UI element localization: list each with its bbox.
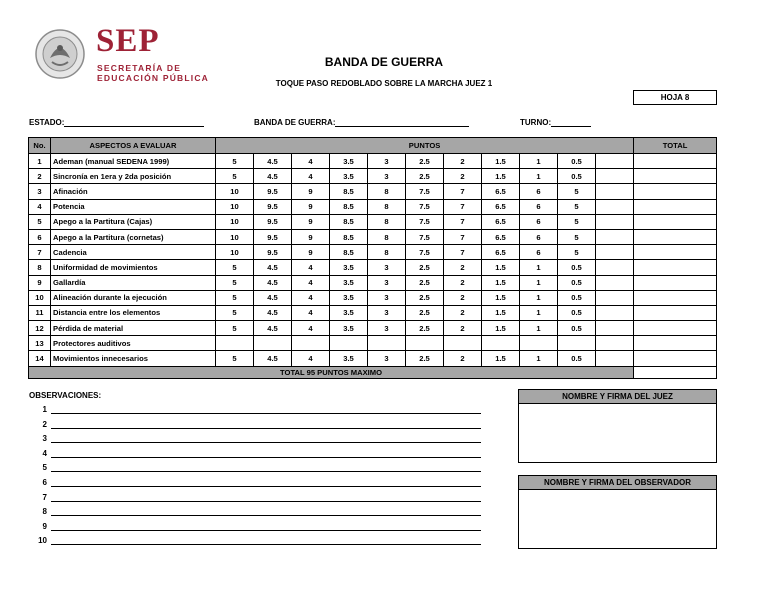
- points-cell[interactable]: 9: [292, 184, 330, 199]
- points-cell[interactable]: 0.5: [558, 321, 596, 336]
- aspect-cell: Apego a la Partitura (cornetas): [51, 229, 216, 244]
- points-cell[interactable]: 7: [444, 245, 482, 260]
- points-cell[interactable]: 2.5: [406, 321, 444, 336]
- observation-underline[interactable]: [51, 507, 481, 516]
- points-cell[interactable]: 4: [292, 260, 330, 275]
- total-cell[interactable]: [634, 199, 717, 214]
- points-cell[interactable]: 6.5: [482, 245, 520, 260]
- total-cell[interactable]: [634, 321, 717, 336]
- table-row: [29, 184, 717, 199]
- points-blank-cell[interactable]: [596, 351, 634, 366]
- points-cell[interactable]: 4: [292, 154, 330, 169]
- table-row: [29, 275, 717, 290]
- points-cell[interactable]: 6.5: [482, 184, 520, 199]
- points-cell[interactable]: 5: [216, 351, 254, 366]
- table-row: [29, 290, 717, 305]
- sep-logo-line2: EDUCACIÓN PÚBLICA: [97, 73, 210, 83]
- points-cell[interactable]: 2.5: [406, 290, 444, 305]
- table-row: [29, 154, 717, 169]
- observation-line[interactable]: [29, 420, 489, 430]
- points-cell[interactable]: [368, 336, 406, 351]
- points-cell[interactable]: [330, 336, 368, 351]
- points-cell[interactable]: 4.5: [254, 305, 292, 320]
- observation-line[interactable]: [29, 536, 489, 546]
- points-blank-cell[interactable]: [596, 169, 634, 184]
- row-number: 9: [29, 275, 51, 290]
- points-blank-cell[interactable]: [596, 305, 634, 320]
- points-cell[interactable]: 7.5: [406, 214, 444, 229]
- points-cell[interactable]: 7.5: [406, 245, 444, 260]
- points-cell[interactable]: 3.5: [330, 321, 368, 336]
- points-cell[interactable]: 4.5: [254, 321, 292, 336]
- points-blank-cell[interactable]: [596, 275, 634, 290]
- row-number: 3: [29, 184, 51, 199]
- points-cell[interactable]: 6.5: [482, 199, 520, 214]
- points-cell[interactable]: 0.5: [558, 260, 596, 275]
- aspect-cell: Pérdida de material: [51, 321, 216, 336]
- points-cell[interactable]: 4: [292, 169, 330, 184]
- points-cell[interactable]: 4.5: [254, 290, 292, 305]
- points-cell[interactable]: 8: [368, 184, 406, 199]
- points-cell[interactable]: 1: [520, 351, 558, 366]
- points-cell[interactable]: 6.5: [482, 214, 520, 229]
- aspect-cell: Potencia: [51, 199, 216, 214]
- points-cell[interactable]: 3: [368, 275, 406, 290]
- banda-label: BANDA DE GUERRA:: [254, 118, 336, 127]
- points-blank-cell[interactable]: [596, 321, 634, 336]
- row-number: 13: [29, 336, 51, 351]
- points-cell[interactable]: 0.5: [558, 290, 596, 305]
- row-number: 7: [29, 245, 51, 260]
- points-cell[interactable]: 3.5: [330, 260, 368, 275]
- aspect-cell: Gallardía: [51, 275, 216, 290]
- points-cell[interactable]: [444, 336, 482, 351]
- banda-field[interactable]: [254, 117, 469, 127]
- points-cell[interactable]: 7.5: [406, 199, 444, 214]
- estado-field[interactable]: [29, 117, 204, 127]
- observation-line[interactable]: [29, 405, 489, 415]
- points-cell[interactable]: 0.5: [558, 169, 596, 184]
- observation-underline[interactable]: [51, 536, 481, 545]
- observation-line[interactable]: [29, 493, 489, 503]
- points-cell[interactable]: 8.5: [330, 245, 368, 260]
- points-cell[interactable]: 9.5: [254, 184, 292, 199]
- points-cell[interactable]: 7.5: [406, 184, 444, 199]
- judge-signature-label: NOMBRE Y FIRMA DEL JUEZ: [519, 390, 716, 404]
- points-cell[interactable]: 9.5: [254, 245, 292, 260]
- observation-underline[interactable]: [51, 434, 481, 443]
- points-cell[interactable]: 5: [216, 275, 254, 290]
- score-table: [28, 137, 717, 379]
- points-blank-cell[interactable]: [596, 229, 634, 244]
- observation-underline[interactable]: [51, 420, 481, 429]
- points-cell[interactable]: 9: [292, 214, 330, 229]
- observation-number: 1: [42, 405, 47, 414]
- total-cell[interactable]: [634, 214, 717, 229]
- observation-line[interactable]: [29, 449, 489, 459]
- points-cell[interactable]: 4.5: [254, 154, 292, 169]
- judge-signature-box[interactable]: [518, 389, 717, 463]
- points-cell[interactable]: 6: [520, 214, 558, 229]
- observation-line[interactable]: [29, 478, 489, 488]
- points-cell[interactable]: 1.5: [482, 275, 520, 290]
- points-cell[interactable]: 1: [520, 290, 558, 305]
- total-cell[interactable]: [634, 229, 717, 244]
- points-cell[interactable]: 3: [368, 169, 406, 184]
- points-cell[interactable]: 10: [216, 199, 254, 214]
- total-cell[interactable]: [634, 275, 717, 290]
- aspect-cell: Cadencia: [51, 245, 216, 260]
- total-cell[interactable]: [634, 305, 717, 320]
- points-cell[interactable]: 8.5: [330, 199, 368, 214]
- document-title-text: BANDA DE GUERRA: [324, 55, 444, 69]
- points-cell[interactable]: 4: [292, 290, 330, 305]
- table-row: [29, 214, 717, 229]
- header-aspect: ASPECTOS A EVALUAR: [51, 138, 216, 154]
- observation-number: 2: [42, 419, 47, 429]
- points-cell[interactable]: 1.5: [482, 169, 520, 184]
- points-cell[interactable]: 2.5: [406, 260, 444, 275]
- observation-number: 8: [42, 507, 47, 517]
- points-cell[interactable]: 8.5: [330, 229, 368, 244]
- aspect-cell: Afinación: [51, 184, 216, 199]
- observation-underline[interactable]: [51, 449, 481, 458]
- points-cell[interactable]: 4.5: [254, 275, 292, 290]
- table-row: [29, 305, 717, 320]
- points-cell[interactable]: 3: [368, 351, 406, 366]
- total-cell[interactable]: [634, 290, 717, 305]
- points-cell[interactable]: 6: [520, 245, 558, 260]
- points-cell[interactable]: 10: [216, 214, 254, 229]
- observation-number: 4: [42, 448, 47, 458]
- total-cell[interactable]: [634, 336, 717, 351]
- observation-line[interactable]: [29, 463, 489, 473]
- points-cell[interactable]: 0.5: [558, 275, 596, 290]
- points-cell[interactable]: 6: [520, 184, 558, 199]
- aspect-cell: Uniformidad de movimientos: [51, 260, 216, 275]
- aspect-cell: Movimientos innecesarios: [51, 351, 216, 366]
- points-cell[interactable]: 3.5: [330, 351, 368, 366]
- aspect-cell: Ademan (manual SEDENA 1999): [51, 154, 216, 169]
- aspect-cell: Alineación durante la ejecución: [51, 290, 216, 305]
- observer-signature-label: NOMBRE Y FIRMA DEL OBSERVADOR: [519, 476, 716, 490]
- aspect-cell: Protectores auditivos: [51, 336, 216, 351]
- points-cell[interactable]: 0.5: [558, 154, 596, 169]
- observations-label: OBSERVACIONES:: [29, 391, 102, 400]
- row-number: 10: [29, 290, 51, 305]
- estado-label: ESTADO:: [29, 118, 65, 127]
- points-blank-cell[interactable]: [596, 199, 634, 214]
- header-points: PUNTOS: [216, 138, 634, 154]
- row-number: 1: [29, 154, 51, 169]
- points-cell[interactable]: 7: [444, 229, 482, 244]
- points-cell[interactable]: 6: [520, 229, 558, 244]
- points-cell[interactable]: 4: [292, 351, 330, 366]
- total-cell[interactable]: [634, 260, 717, 275]
- points-cell[interactable]: 1: [520, 260, 558, 275]
- points-cell[interactable]: 1: [520, 321, 558, 336]
- sep-logo-text: SEP: [96, 23, 160, 59]
- points-cell[interactable]: 4.5: [254, 351, 292, 366]
- points-cell[interactable]: 3.5: [330, 154, 368, 169]
- points-cell[interactable]: 2: [444, 305, 482, 320]
- observation-underline[interactable]: [51, 405, 481, 414]
- points-cell[interactable]: 0.5: [558, 305, 596, 320]
- row-number: 4: [29, 199, 51, 214]
- points-cell[interactable]: 1.5: [482, 305, 520, 320]
- row-number: 6: [29, 229, 51, 244]
- points-cell[interactable]: 3.5: [330, 290, 368, 305]
- points-blank-cell[interactable]: [596, 260, 634, 275]
- points-cell[interactable]: 7.5: [406, 229, 444, 244]
- header-no: No.: [29, 138, 51, 154]
- observation-number: 6: [42, 478, 47, 487]
- points-cell[interactable]: 1.5: [482, 351, 520, 366]
- points-cell[interactable]: 9: [292, 245, 330, 260]
- table-row: [29, 260, 717, 275]
- observation-underline[interactable]: [51, 463, 481, 472]
- points-cell[interactable]: 7: [444, 184, 482, 199]
- points-cell[interactable]: 7: [444, 199, 482, 214]
- observation-line[interactable]: [29, 522, 489, 532]
- row-number: 8: [29, 260, 51, 275]
- points-cell[interactable]: 2: [444, 275, 482, 290]
- table-footer-row: [29, 366, 717, 378]
- points-cell[interactable]: 4: [292, 305, 330, 320]
- points-cell[interactable]: 9: [292, 229, 330, 244]
- points-cell[interactable]: 1.5: [482, 154, 520, 169]
- points-cell[interactable]: 1: [520, 169, 558, 184]
- row-number: 12: [29, 321, 51, 336]
- sheet-number: HOJA 8: [633, 90, 717, 105]
- table-row: [29, 351, 717, 366]
- points-cell[interactable]: 2: [444, 154, 482, 169]
- observation-underline[interactable]: [51, 478, 481, 487]
- points-cell[interactable]: 5: [558, 184, 596, 199]
- banda-line[interactable]: [335, 117, 469, 127]
- points-cell[interactable]: 2.5: [406, 154, 444, 169]
- mexico-coat-of-arms-icon: [30, 28, 90, 80]
- points-cell[interactable]: 9.5: [254, 229, 292, 244]
- points-cell[interactable]: 3.5: [330, 305, 368, 320]
- table-row: [29, 229, 717, 244]
- observation-number: 7: [42, 492, 47, 502]
- points-cell[interactable]: 5: [558, 214, 596, 229]
- points-cell[interactable]: 5: [558, 199, 596, 214]
- points-cell[interactable]: 3.5: [330, 275, 368, 290]
- table-row: [29, 336, 717, 351]
- points-cell[interactable]: 7: [444, 214, 482, 229]
- estado-line[interactable]: [64, 117, 204, 127]
- points-cell[interactable]: 3: [368, 305, 406, 320]
- points-cell[interactable]: [482, 336, 520, 351]
- points-cell[interactable]: 1.5: [482, 260, 520, 275]
- observation-number: 3: [42, 434, 47, 444]
- points-cell[interactable]: 2: [444, 290, 482, 305]
- points-cell[interactable]: 5: [558, 229, 596, 244]
- row-number: 5: [29, 214, 51, 229]
- observation-number: 5: [42, 463, 47, 473]
- observation-number: 10: [38, 536, 47, 546]
- points-blank-cell[interactable]: [596, 336, 634, 351]
- points-cell[interactable]: 9.5: [254, 214, 292, 229]
- points-cell[interactable]: 8: [368, 199, 406, 214]
- points-cell[interactable]: 9.5: [254, 199, 292, 214]
- points-cell[interactable]: [520, 336, 558, 351]
- turno-label: TURNO:: [520, 118, 552, 127]
- points-cell[interactable]: 2: [444, 260, 482, 275]
- table-row: [29, 199, 717, 214]
- observation-number: 9: [42, 521, 47, 531]
- observation-underline[interactable]: [51, 522, 481, 531]
- points-blank-cell[interactable]: [596, 184, 634, 199]
- observation-line[interactable]: [29, 434, 489, 444]
- table-row: [29, 169, 717, 184]
- points-cell[interactable]: 5: [216, 260, 254, 275]
- observer-signature-box[interactable]: [518, 475, 717, 549]
- observation-underline[interactable]: [51, 493, 481, 502]
- sep-logo-line1: SECRETARÍA DE: [97, 63, 182, 73]
- row-number: 11: [29, 305, 51, 320]
- total-cell[interactable]: [634, 351, 717, 366]
- table-header-row: [29, 138, 717, 154]
- points-cell[interactable]: [254, 336, 292, 351]
- header-total: TOTAL: [634, 138, 717, 154]
- points-cell[interactable]: 2: [444, 351, 482, 366]
- aspect-cell: Distancia entre los elementos: [51, 305, 216, 320]
- points-cell[interactable]: 4.5: [254, 260, 292, 275]
- points-cell[interactable]: 4: [292, 321, 330, 336]
- turno-field[interactable]: [520, 117, 591, 127]
- observation-line[interactable]: [29, 507, 489, 517]
- total-cell[interactable]: [634, 154, 717, 169]
- total-cell[interactable]: [634, 169, 717, 184]
- points-cell[interactable]: 8.5: [330, 214, 368, 229]
- points-cell[interactable]: 1: [520, 305, 558, 320]
- points-blank-cell[interactable]: [596, 290, 634, 305]
- total-cell[interactable]: [634, 184, 717, 199]
- points-cell[interactable]: 3: [368, 290, 406, 305]
- points-blank-cell[interactable]: [596, 245, 634, 260]
- points-cell[interactable]: [216, 336, 254, 351]
- points-cell[interactable]: 3: [368, 321, 406, 336]
- turno-line[interactable]: [551, 117, 591, 127]
- document-title: [0, 55, 768, 69]
- row-number: 14: [29, 351, 51, 366]
- points-cell[interactable]: 5: [216, 290, 254, 305]
- points-cell[interactable]: 9: [292, 199, 330, 214]
- points-cell[interactable]: 8: [368, 229, 406, 244]
- points-cell[interactable]: 4.5: [254, 169, 292, 184]
- points-cell[interactable]: 10: [216, 229, 254, 244]
- points-cell[interactable]: 2.5: [406, 169, 444, 184]
- points-cell[interactable]: 8: [368, 245, 406, 260]
- points-cell[interactable]: 1: [520, 275, 558, 290]
- points-blank-cell[interactable]: [596, 214, 634, 229]
- document-subtitle: TOQUE PASO REDOBLADO SOBRE LA MARCHA JUEZ 1: [275, 79, 493, 88]
- row-number: 2: [29, 169, 51, 184]
- points-cell[interactable]: [406, 336, 444, 351]
- points-cell[interactable]: 2: [444, 321, 482, 336]
- points-cell[interactable]: 8: [368, 214, 406, 229]
- points-cell[interactable]: 2.5: [406, 275, 444, 290]
- points-cell[interactable]: 5: [216, 154, 254, 169]
- points-cell[interactable]: 3: [368, 154, 406, 169]
- points-cell[interactable]: 2: [444, 169, 482, 184]
- points-cell[interactable]: 1.5: [482, 321, 520, 336]
- points-cell[interactable]: 1.5: [482, 290, 520, 305]
- points-cell[interactable]: 5: [216, 305, 254, 320]
- points-cell[interactable]: 2.5: [406, 305, 444, 320]
- points-cell[interactable]: 10: [216, 184, 254, 199]
- table-row: [29, 245, 717, 260]
- points-cell[interactable]: 4: [292, 275, 330, 290]
- points-cell[interactable]: 5: [558, 245, 596, 260]
- points-cell[interactable]: 8.5: [330, 184, 368, 199]
- points-cell[interactable]: 10: [216, 245, 254, 260]
- points-cell[interactable]: [558, 336, 596, 351]
- points-cell[interactable]: 6.5: [482, 229, 520, 244]
- points-cell[interactable]: 5: [216, 169, 254, 184]
- points-cell[interactable]: 3.5: [330, 169, 368, 184]
- aspect-cell: Sincronía en 1era y 2da posición: [51, 169, 216, 184]
- points-cell[interactable]: 2.5: [406, 351, 444, 366]
- points-cell[interactable]: [292, 336, 330, 351]
- grand-total-cell[interactable]: [634, 366, 717, 378]
- points-cell[interactable]: 5: [216, 321, 254, 336]
- points-blank-cell[interactable]: [596, 154, 634, 169]
- total-cell[interactable]: [634, 245, 717, 260]
- table-row: [29, 321, 717, 336]
- points-cell[interactable]: 1: [520, 154, 558, 169]
- points-cell[interactable]: 3: [368, 260, 406, 275]
- points-cell[interactable]: 6: [520, 199, 558, 214]
- points-cell[interactable]: 0.5: [558, 351, 596, 366]
- table-footer: TOTAL 95 PUNTOS MAXIMO: [29, 366, 634, 378]
- aspect-cell: Apego a la Partitura (Cajas): [51, 214, 216, 229]
